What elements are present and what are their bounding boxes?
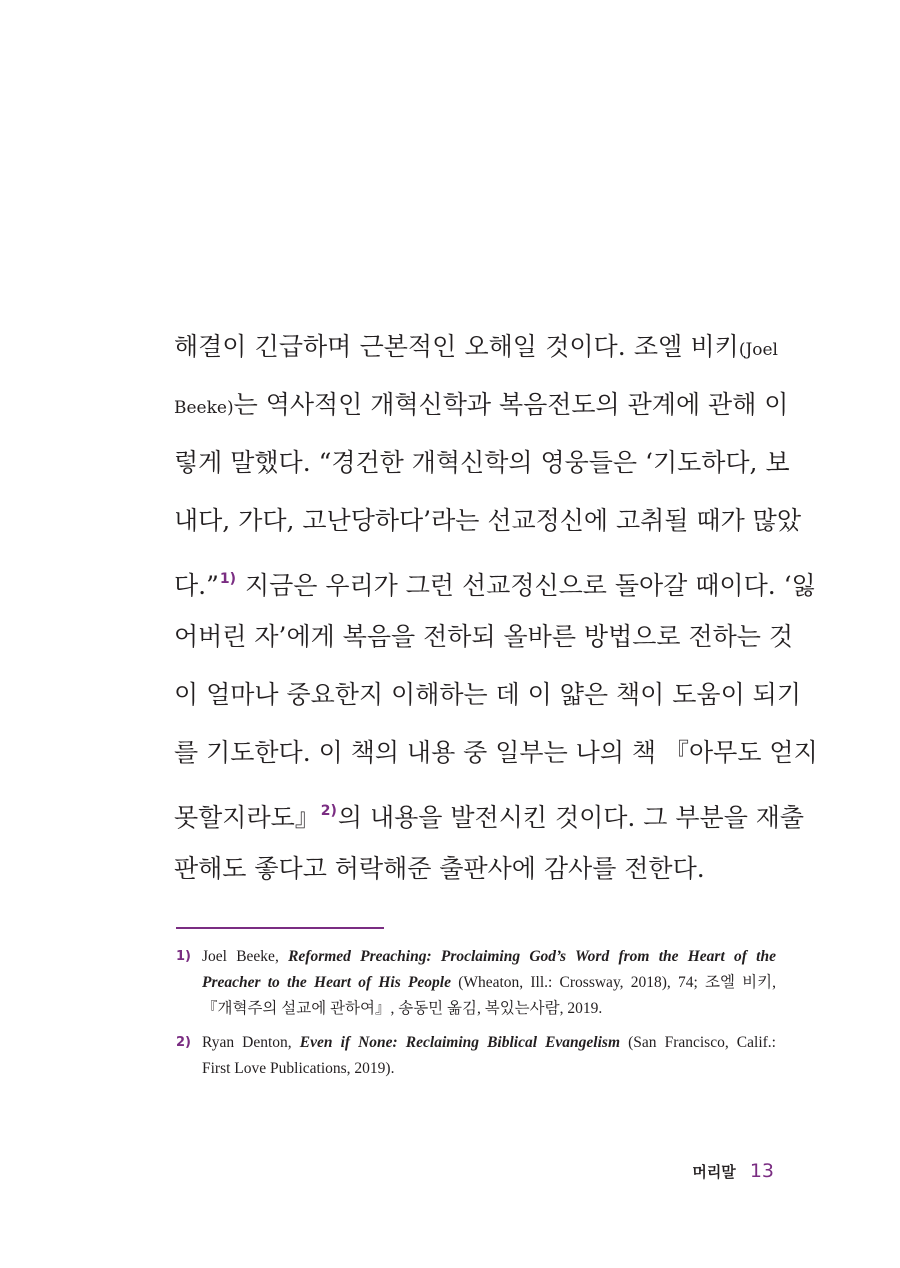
footnote-number: 2) [176, 1035, 191, 1050]
page-number: 13 [749, 1160, 774, 1182]
body-line [174, 617, 794, 675]
footnote-title: Preacher to the Heart of His People [202, 974, 451, 991]
page-footer [692, 1160, 774, 1182]
body-line [174, 559, 816, 617]
footnote [176, 944, 776, 1022]
footnote-line [202, 1030, 776, 1056]
footnote-ref[interactable]: 2) [320, 803, 337, 819]
body-line [174, 443, 790, 501]
footnote-line [202, 1056, 776, 1082]
footnote-text: First Love Publications, 2019). [202, 1060, 395, 1077]
footnote-text: 『개혁주의 설교에 관하여』, 송동민 옮김, 복있는사람, 2019. [202, 1000, 603, 1017]
body-text-segment: 지금은 우리가 그런 선교정신으로 돌아갈 때이다. ‘잃 [237, 571, 816, 600]
body-text-segment: 다.” [174, 571, 219, 600]
footnote-ref[interactable]: 1) [219, 571, 237, 587]
body-text-segment: 는 역사적인 개혁신학과 복음전도의 관계에 관해 이 [233, 390, 789, 419]
body-text-segment: 의 내용을 발전시킨 것이다. 그 부분을 재출 [337, 803, 805, 832]
body-text-segment: 렇게 말했다. “경건한 개혁신학의 영웅들은 ‘기도하다, 보 [174, 448, 790, 477]
body-text-segment: 해결이 긴급하며 근본적인 오해일 것이다. 조엘 비키 [174, 332, 739, 361]
body-text-segment: 내다, 가다, 고난당하다’라는 선교정신에 고취될 때가 많았 [174, 506, 801, 535]
body-line [174, 385, 789, 443]
footnote-line [202, 996, 776, 1022]
body-line [174, 733, 818, 791]
footnote-text: Joel Beeke, [202, 948, 289, 965]
body-line [174, 675, 801, 733]
body-text-segment: 판해도 좋다고 허락해준 출판사에 감사를 전한다. [174, 854, 705, 883]
footnote-line [202, 944, 776, 970]
body-text-segment: 못할지라도』 [174, 803, 320, 832]
footnote-title: Reformed Preaching: Proclaiming God’s Word from the Heart of the [288, 948, 776, 965]
body-line [174, 791, 805, 849]
body-line [174, 849, 778, 907]
body-text-segment: (Joel [738, 340, 778, 360]
footnote [176, 1030, 776, 1082]
body-text-segment: 이 얼마나 중요한지 이해하는 데 이 얇은 책이 도움이 되기 [174, 680, 801, 709]
body-text-segment: Beeke) [174, 398, 234, 418]
body-text-segment: 를 기도한다. 이 책의 내용 중 일부는 나의 책 『아무도 얻지 [174, 738, 818, 767]
footnote-divider [176, 927, 384, 929]
footnotes [176, 944, 776, 1090]
footnote-line [202, 970, 776, 996]
body-line [174, 327, 778, 385]
footnote-text: (San Francisco, Calif.: [620, 1034, 776, 1051]
footnote-text: Ryan Denton, [202, 1034, 300, 1051]
body-text [174, 327, 818, 907]
body-text-segment: 어버린 자’에게 복음을 전하되 올바른 방법으로 전하는 것 [174, 622, 794, 651]
footnote-text: (Wheaton, Ill.: Crossway, 2018), 74; 조엘 비키, [451, 974, 776, 991]
running-head: 머리말 [692, 1163, 736, 1181]
body-line [174, 501, 801, 559]
footnote-number: 1) [176, 949, 191, 964]
footnote-title: Even if None: Reclaiming Biblical Evangelism [299, 1034, 621, 1051]
